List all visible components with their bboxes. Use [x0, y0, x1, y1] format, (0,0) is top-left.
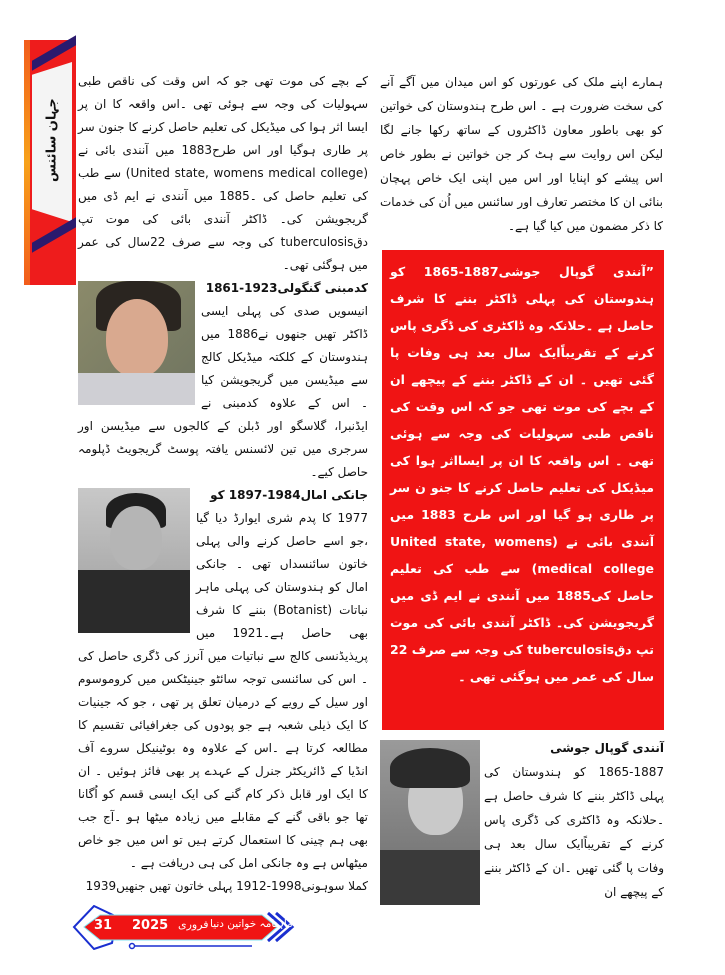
- janaki-heading: جانکی امال1984-1897 کو: [210, 488, 368, 502]
- issue-year: 2025: [132, 918, 169, 933]
- highlight-text: ”آنندی گوپال جوشی1887-1865 کو ہندوستان کی پہلی ڈاکٹر بننے کا شرف حاصل ہے ۔حلانکہ وہ ڈاکٹری کی ڈگری پاس کرنے کے تقریباًایک سال بعد ہی وفات پا گئی تھیں ۔ ان کے ڈاکٹر بننے کے پیچھے ان کے بچے کی موت تھی جو کہ اس وقت کی ناقص طبی سہولیات کی وجہ سے ہوئی تھی ۔ اس واقعہ کا ان پر ایسااثر ہوا کی میڈیکل کی تعلیم حاصل کرنے کا جنو ن سر پر طاری ہو گیا اور اس طرح 1883 میں آنندی بائی نے (United state, womens medical college) سے طب کی تعلیم حاصل کی1885 میں آنندی نے ایم ڈی میں گریجویشن کی۔ ڈاکٹر آنندی بائی کی موت تپ دقtuberculosis کی وجہ سے صرف 22 سال کی عمر میں ہوگئی تھی ۔: [390, 264, 654, 684]
- janaki-section: [78, 484, 368, 875]
- photo-garment: [380, 850, 480, 905]
- photo-hair: [390, 748, 470, 788]
- page-number: 31: [94, 918, 113, 933]
- photo-garment: [78, 570, 190, 633]
- tab-edge: [24, 40, 30, 285]
- photo-face: [106, 299, 168, 377]
- continuation-paragraph: کے بچے کی موت تھی جو کہ اس وقت کی ناقص طبی سہولیات کی وجہ سے ہوئی تھی ۔اس واقعہ کا ان پر ایسا اثر ہوا کی میڈیکل کی تعلیم حاصل کرنے کا جنون سر پر طاری ہوگیا اور اس طرح1883 میں آنندی بائی نے (United state, womens medical college) سے طب کی تعلیم حاصل کی ۔1885 میں آنندی نے ایم ڈی میں گریجویشن کی۔ ڈاکٹر آنندی بائی کی موت تپ دقtuberculosis کی وجہ سے صرف 22سال کی عمر میں ہوگئی تھی۔: [78, 74, 368, 272]
- highlight-box: [382, 250, 664, 730]
- anandi-heading: آنندی گوپال جوشی: [550, 741, 664, 755]
- photo-anandi-joshi: [380, 740, 480, 905]
- intro-paragraph: ہمارے اپنے ملک کی عورتوں کو اس میدان میں آگے آنے کی سخت ضرورت ہے ۔ اس طرح ہندوستان کی خواتین کو بھی باطور معاون ڈاکٹروں کے ساتھ رکھا جانے لگا لیکن اس روایت سے ہٹ کر جن خواتین نے بطور خاص اس پیشے کو اپنایا اور اس میں اپنی ایک خاص پہچان بنائی ان کا مختصر تعارف اور سائنس میں اُن کی خدمات کا ذکر مضمون میں کیا گیا ہے۔: [380, 75, 663, 233]
- left-column: [78, 70, 368, 898]
- kadambini-heading: کدمبنی گنگولی1923-1861: [205, 281, 368, 295]
- janaki-text: 1977 کا پدم شری ایوارڈ دیا گیا ،جو اسے حاصل کرنے والی پہلی خاتون سائنسداں تھی ۔ جانکی امال کو ہندوستان کی پہلی ماہر نباتات (Botanist) بننے کا شرف بھی حاصل ہے۔1921 میں پریذیڈنسی کالج سے نباتیات میں آنرز کی ڈگری حاصل کی ۔ اس کی سائنسی توجہ سائٹو جینیٹکس میں کروموسوم اور سیل کے رویے کے درمیان تعلق پر تھی ، جو کہ جینیات کا ایک ذیلی شعبہ ہے جو پودوں کی جغرافیائی تقسیم کا مطالعہ کرتا ہے ۔اس کے علاوہ وہ بوٹینیکل سروے آف انڈیا کے ڈائریکٹر جنرل کے عہدے پر بھی فائز ہوئیں ۔ ان کا ایک اور قابل ذکر کام گنے کی ایک ایسی قسم کو اُگانا تھا جو باقی گنے کے مقابلے میں زیادہ میٹھا ہو ۔آج جب بھی ہم چینی کا استعمال کرتے ہیں تو اس میں جو خاص میٹھاس ہے وہ جانکی امل کی ہی دریافت ہے ۔: [78, 511, 368, 870]
- section-tab-label: جہان سائنس: [44, 98, 60, 182]
- kadambini-text: انیسویں صدی کی پہلی ایسی ڈاکٹر تھیں جنھوں نے1886 میں ہندوستان کے کلکتہ میڈیکل کالج سے میڈیسن میں گریجویشن کیا ۔ اس کے علاوہ کدمبنی نے ایڈنبرا، گلاسگو اور ڈبلن کے کالجوں سے میڈیسن اور سرجری میں تین لائسنس یافتہ پوسٹ گریجویٹ ڈپلومہ حاصل کیے۔: [78, 304, 369, 479]
- photo-janaki-ammal: [78, 488, 190, 633]
- section-tab: [24, 40, 76, 285]
- photo-garment: [78, 373, 195, 405]
- issue-month: فروری: [178, 918, 209, 931]
- page-footer: [72, 905, 302, 950]
- anandi-section: [484, 736, 664, 904]
- kamala-line: کملا سوہونی1998-1912 پہلی خاتون تھیں جنھیں1939: [85, 879, 368, 893]
- tab-stripe: [32, 217, 76, 252]
- photo-kadambini-ganguly: [78, 281, 195, 405]
- anandi-text: 1865-1887 کو ہندوستان کی پہلی ڈاکٹر بننے کا شرف حاصل ہے ۔حلانکہ وہ ڈاکٹری کی ڈگری پاس کرنے کے تقریباًایک سال بعد ہی وفات پا گئی تھیں ۔ان کے ڈاکٹر بننے کے پیچھے ان: [484, 765, 664, 899]
- kadambini-section: [78, 277, 368, 484]
- magazine-name: ماہنامہ خواتین دنیا: [210, 918, 293, 930]
- photo-face: [110, 506, 162, 570]
